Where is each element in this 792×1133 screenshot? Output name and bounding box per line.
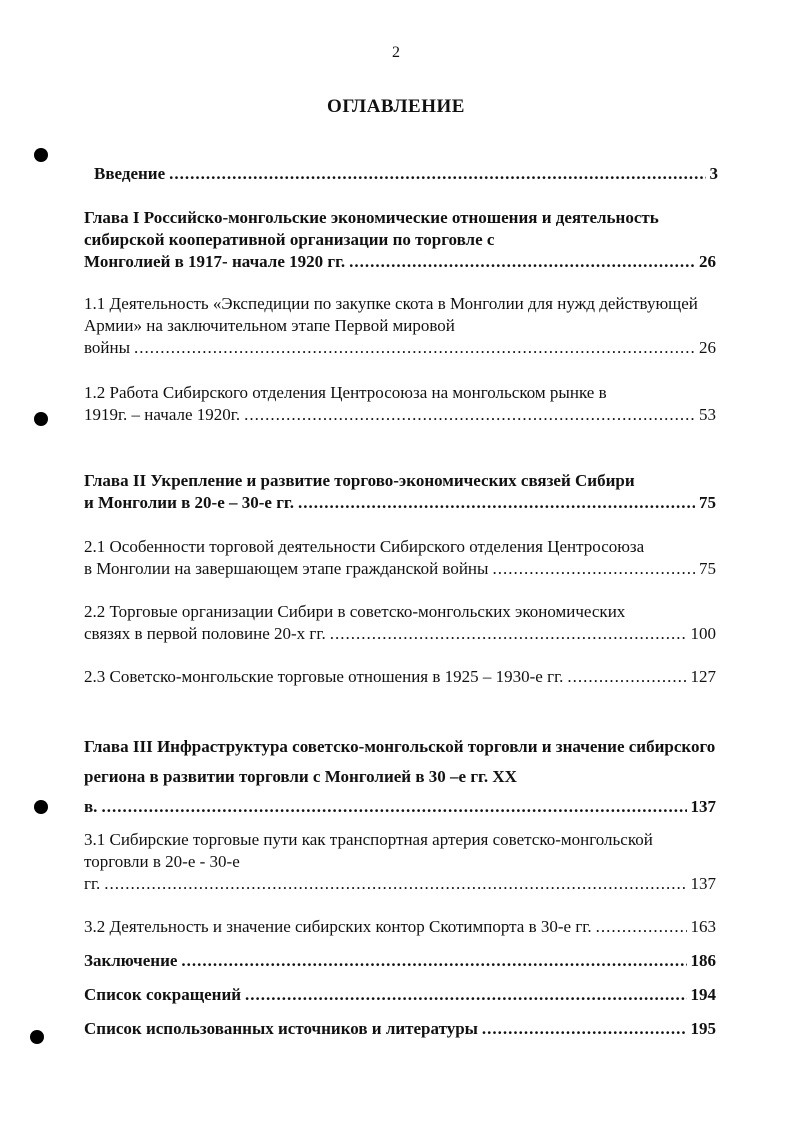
toc-entry-text: в Монголии на завершающем этапе гражданской войны <box>84 559 489 578</box>
toc-page-number: 186 <box>690 951 716 970</box>
toc-entry-text: связях в первой половине 20-х гг. <box>84 624 326 643</box>
dot-leader <box>181 950 686 972</box>
toc-entry-chapter-3[interactable] <box>84 732 716 822</box>
toc-entry-heading: 2.1 Особенности торговой деятельности Сибирского отделения Центросоюза <box>84 537 645 556</box>
toc-entry-section-3-1[interactable] <box>84 829 716 895</box>
dot-leader <box>245 984 686 1006</box>
toc-page-number: 100 <box>690 624 716 643</box>
toc-entry-chapter-2[interactable] <box>84 470 716 514</box>
toc-page-number: 137 <box>690 874 716 893</box>
toc-entry-text: Список использованных источников и литературы <box>84 1019 478 1038</box>
punch-hole-4 <box>30 1030 44 1044</box>
toc-entry-section-3-2[interactable] <box>84 916 716 938</box>
toc-entry-heading: 1.2 Работа Сибирского отделения Центросоюза на монгольском рынке в <box>84 383 607 402</box>
dot-leader <box>567 666 686 688</box>
toc-entry-section-1-2[interactable] <box>84 382 716 426</box>
toc-page-number: 137 <box>690 797 716 816</box>
toc-entry-heading: 2.2 Торговые организации Сибири в советско-монгольских экономических <box>84 602 626 621</box>
toc-page-number: 26 <box>699 252 716 271</box>
toc-entry-text: 3.2 Деятельность и значение сибирских контор Скотимпорта в 30-е гг. <box>84 917 592 936</box>
toc-entry-text: Заключение <box>84 951 178 970</box>
toc-page-number: 195 <box>690 1019 716 1038</box>
toc-page-number: 75 <box>699 559 716 578</box>
toc-entry-text: в. <box>84 797 98 816</box>
toc-page-number: 3 <box>709 164 718 183</box>
toc-page-number: 163 <box>690 917 716 936</box>
dot-leader <box>482 1018 687 1040</box>
punch-hole-2 <box>34 412 48 426</box>
dot-leader <box>349 251 695 273</box>
dot-leader <box>104 873 686 895</box>
toc-page-number: 194 <box>690 985 716 1004</box>
toc-entry-text: Введение <box>94 164 166 183</box>
toc-entry-text: 2.3 Советско-монгольские торговые отношения в 1925 – 1930-е гг. <box>84 667 564 686</box>
dot-leader <box>244 404 695 426</box>
dot-leader <box>134 337 695 359</box>
page-title: ОГЛАВЛЕНИЕ <box>327 96 465 117</box>
toc-page-number: 26 <box>699 338 716 357</box>
toc-entry-conclusion[interactable] <box>84 950 716 972</box>
dot-leader <box>492 558 695 580</box>
toc-entry-section-2-3[interactable] <box>84 666 716 688</box>
toc-entry-text: Монголией в 1917- начале 1920 гг. <box>84 252 346 271</box>
toc-page-number: 75 <box>699 493 716 512</box>
toc-entry-text: Список сокращений <box>84 985 242 1004</box>
toc-entry-heading: Глава II Укрепление и развитие торгово-экономических связей Сибири <box>84 471 635 490</box>
toc-entry-text: и Монголии в 20-е – 30-е гг. <box>84 493 294 512</box>
dot-leader <box>330 623 687 645</box>
toc-entry-heading: 3.1 Сибирские торговые пути как транспортная артерия советско-монгольской торговли в 20-е - 30-е <box>84 830 653 871</box>
toc-entry-text: 1919г. – начале 1920г. <box>84 405 241 424</box>
page-number: 2 <box>392 44 400 61</box>
dot-leader <box>298 492 695 514</box>
dot-leader <box>169 163 705 185</box>
dot-leader <box>101 792 686 822</box>
toc-entry-bibliography[interactable] <box>84 1018 716 1040</box>
toc-entry-text: войны <box>84 338 131 357</box>
toc-entry-section-2-2[interactable] <box>84 601 716 645</box>
toc-entry-heading: Глава III Инфраструктура советско-монгольской торговли и значение сибирского региона в развитии торговли с Монголией в 30 –е гг. XX <box>84 737 716 786</box>
toc-entry-text: гг. <box>84 874 101 893</box>
toc-entry-heading: Глава I Российско-монгольские экономические отношения и деятельность сибирской кооперативной организации по торговле с <box>84 208 659 249</box>
toc-entry-section-2-1[interactable] <box>84 536 716 580</box>
toc-entry-intro[interactable] <box>94 163 718 185</box>
toc-entry-chapter-1[interactable] <box>84 207 716 273</box>
toc-page-number: 127 <box>690 667 716 686</box>
toc-entry-abbreviations[interactable] <box>84 984 716 1006</box>
punch-hole-3 <box>34 800 48 814</box>
dot-leader <box>596 916 687 938</box>
toc-page-number: 53 <box>699 405 716 424</box>
toc-entry-heading: 1.1 Деятельность «Экспедиции по закупке скота в Монголии для нужд действующей Армии» на заключительном этапе Первой мировой <box>84 294 698 335</box>
toc-entry-section-1-1[interactable] <box>84 293 716 359</box>
punch-hole-1 <box>34 148 48 162</box>
